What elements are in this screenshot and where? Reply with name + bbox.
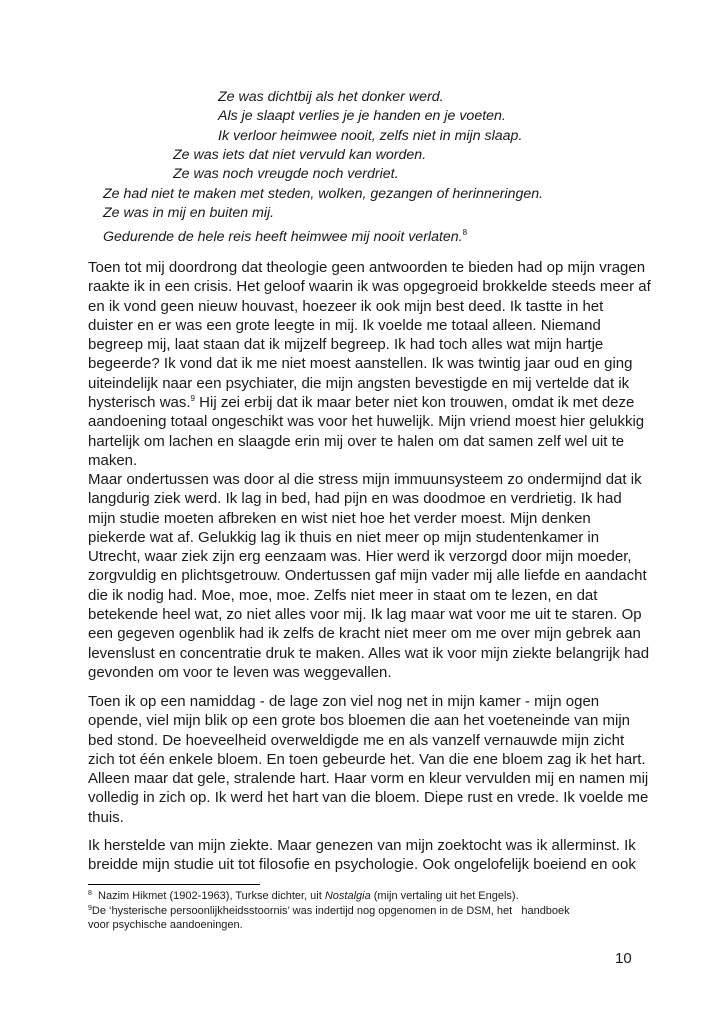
footnote-reference-9[interactable]: 9 bbox=[190, 394, 195, 404]
footnote-title: Nostalgia bbox=[324, 890, 371, 902]
footnote-text: Nazim Hikmet (1902-1963), Turkse dichter, uit bbox=[91, 890, 325, 902]
footnote-reference-8[interactable]: 8 bbox=[462, 228, 468, 238]
paragraph-3 bbox=[88, 692, 648, 827]
footnote-9 bbox=[88, 904, 648, 919]
text-line: raakte ik in een crisis. Het geloof waarin ik was opgegroeid brokkelde steeds meer af bbox=[88, 278, 651, 296]
footnote-text: (mijn vertaling uit het Engels). bbox=[370, 890, 519, 902]
text-line: zich tot één enkele bloem. En toen gebeurde het. Van die ene bloem zag ik het hart. bbox=[88, 750, 646, 768]
text-fragment: Hij zei erbij dat ik maar beter niet kon trouwen, omdat ik met deze bbox=[195, 394, 635, 412]
text-line: opende, viel mijn blik op een grote bos bloemen die aan het voeteneinde van mijn bbox=[88, 712, 631, 730]
text-line: zorgvuldig en plichtsgetrouw. Ondertussen gaf mijn vader mij alle liefde en aandacht bbox=[88, 567, 647, 585]
footnote-marker: 9 bbox=[88, 904, 92, 912]
text-line: Utrecht, waar ziek zijn erg eenzaam was. Hier werd ik verzorgd door mijn moeder, bbox=[88, 548, 632, 566]
text-line-with-footnote bbox=[88, 393, 648, 412]
footnote-9-continued: voor psychische aandoeningen. bbox=[88, 919, 243, 931]
text-line: piekerde wat af. Gelukkig lag ik thuis en niet meer op mijn studentenkamer in bbox=[88, 528, 600, 546]
poem-line: Ze was iets dat niet vervuld kan worden. bbox=[173, 146, 427, 163]
text-line: Toen tot mij doordrong dat theologie geen antwoorden te bieden had op mijn vragen bbox=[88, 259, 646, 276]
text-line: breidde mijn studie uit tot filosofie en psychologie. Ook ongelofelijk boeiend en ook bbox=[88, 856, 636, 874]
footnote-8 bbox=[88, 889, 648, 904]
text-line: aandoening totaal ongeschikt was voor het huwelijk. Mijn vriend moest hier gelukkig bbox=[88, 413, 645, 431]
text-line: uiteindelijk naar een psychiater, die mijn angsten bevestigde en mij vertelde dat ik bbox=[88, 374, 630, 392]
text-line: langdurig ziek werd. Ik lag in bed, had pijn en was doodmoe en verdrietig. Ik had bbox=[88, 490, 622, 508]
text-line: thuis. bbox=[88, 808, 124, 826]
text-line: Ik herstelde van mijn ziekte. Maar genezen van mijn zoektocht was ik allerminst. Ik bbox=[88, 837, 636, 854]
text-line: mijn studie moeten afbreken en wist niet hoe het verder moest. Mijn denken bbox=[88, 509, 591, 527]
text-line: bed stond. De hoeveelheid overweldigde me en als vanzelf vernauwde mijn zicht bbox=[88, 731, 625, 749]
poem-line: Als je slaapt verlies je je handen en je voeten. bbox=[218, 108, 506, 125]
poem-line: Ze was dichtbij als het donker werd. bbox=[218, 89, 444, 105]
text-line: die ik nodig had. Moe, moe, moe. Zelfs niet meer in staat om te lezen, en dat bbox=[88, 586, 598, 604]
text-line: Alleen maar dat gele, stralende hart. Haar vorm en kleur vervulden mij en namen mij bbox=[88, 770, 649, 788]
footnotes bbox=[88, 889, 648, 933]
paragraph-1 bbox=[88, 258, 651, 470]
text-line: Maar ondertussen was door al die stress mijn immuunsysteem zo ondermijnd dat ik bbox=[88, 471, 642, 488]
page-number: 10 bbox=[615, 950, 632, 967]
text-line: levenslust en concentratie druk te maken. Alles wat ik voor mijn ziekte belangrijk had bbox=[88, 644, 650, 662]
poem-line-text: Gedurende de hele reis heeft heimwee mij nooit verlaten. bbox=[103, 229, 463, 246]
text-line: volledig in zich op. Ik werd het hart van die bloem. Diepe rust en vrede. Ik voelde me bbox=[88, 789, 649, 807]
text-fragment: hysterisch was. bbox=[88, 394, 191, 412]
text-line: gevonden om voor te leven was weggevallen. bbox=[88, 663, 392, 681]
footnote-marker: 8 bbox=[88, 890, 92, 897]
footnote-text: De ‘hysterische persoonlijkheidsstoornis’ was indertijd nog opgenomen in de DSM, het handboek bbox=[91, 904, 570, 917]
text-line: maken. bbox=[88, 451, 138, 469]
paragraph-2 bbox=[88, 470, 648, 682]
text-line: duister en er was een grote leegte in mij. Ik voelde me totaal alleen. Niemand bbox=[88, 316, 601, 334]
footnote-separator bbox=[88, 884, 260, 885]
text-line: Toen ik op een namiddag - de lage zon viel nog net in mijn kamer - mijn ogen bbox=[88, 693, 600, 710]
text-line: een gegeven ogenblik had ik zelfs de kracht niet meer om me over mijn gebrek aan bbox=[88, 625, 641, 643]
poem-line: Ze had niet te maken met steden, wolken, gezangen of herinneringen. bbox=[103, 185, 544, 202]
poem-line: Ze was noch vreugde noch verdriet. bbox=[173, 166, 399, 183]
text-line: begreep mij, laat staan dat ik mijzelf begreep. Ik had toch alles wat mijn hartje bbox=[88, 336, 604, 354]
poem-line: Ik verloor heimwee nooit, zelfs niet in mijn slaap. bbox=[218, 127, 523, 144]
poem-line: Ze was in mij en buiten mij. bbox=[103, 204, 275, 221]
text-line: hartelijk om lachen en slaagde erin mij over te halen om dat samen zelf wel uit te bbox=[88, 432, 625, 450]
text-line: begeerde? Ik vond dat ik me niet moest aanstellen. Ik was twintig jaar oud en ging bbox=[88, 355, 633, 373]
paragraph-4 bbox=[88, 836, 648, 875]
text-line: betekende heel wat, zo niet alles voor mij. Ik lag maar wat voor me uit te staren. Op bbox=[88, 606, 642, 624]
poem-line-last bbox=[103, 223, 467, 247]
text-line: en ik vond geen nieuw houvast, hoezeer ik ook mijn best deed. Ik tastte in het bbox=[88, 297, 604, 315]
